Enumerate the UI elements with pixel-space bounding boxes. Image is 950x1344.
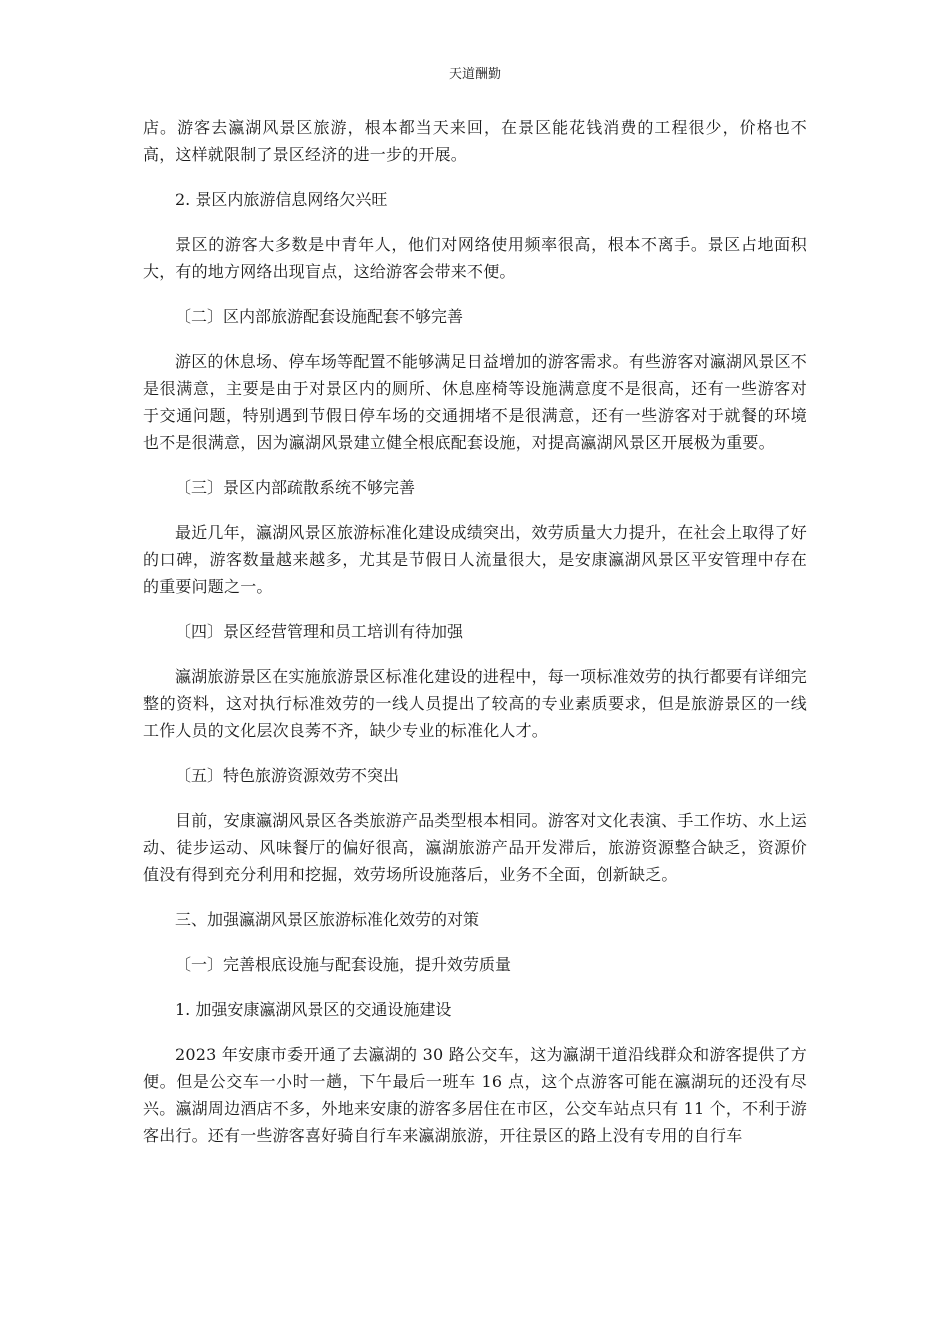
paragraph-continued: 店。游客去瀛湖风景区旅游，根本都当天来回，在景区能花钱消费的工程很少，价格也不高，这样就限制了景区经济的进一步的开展。	[143, 118, 807, 164]
paragraph: 景区的游客大多数是中青年人，他们对网络使用频率很高，根本不离手。景区占地面积大，有的地方网络出现盲点，这给游客会带来不便。	[143, 235, 807, 281]
section-heading: 〔四〕景区经营管理和员工培训有待加强	[175, 622, 464, 641]
paragraph: 2023 年安康市委开通了去瀛湖的 30 路公交车，这为瀛湖干道沿线群众和游客提供了方便。但是公交车一小时一趟，下午最后一班车 16 点，这个点游客可能在瀛湖玩的还没有尽兴。瀛湖周边酒店不多，外地来安康的游客多居住在市区，公交车站点只有 11 个，不利于游客出行。还有一些游客喜好骑自行车来瀛湖旅游，开往景区的路上没有专用的自行车	[143, 1045, 807, 1145]
page-header: 天道酬勤	[448, 67, 501, 82]
section-heading: 〔二〕区内部旅游配套设施配套不够完善	[175, 307, 464, 326]
section-heading: 1. 加强安康瀛湖风景区的交通设施建设	[175, 1000, 452, 1019]
section-heading: 〔三〕景区内部疏散系统不够完善	[175, 478, 416, 497]
section-heading: 2. 景区内旅游信息网络欠兴旺	[175, 190, 388, 209]
document-body	[143, 114, 807, 1167]
paragraph: 目前，安康瀛湖风景区各类旅游产品类型根本相同。游客对文化表演、手工作坊、水上运动、徒步运动、风味餐厅的偏好很高，瀛湖旅游产品开发滞后，旅游资源整合缺乏，资源价值没有得到充分利用和挖掘，效劳场所设施落后，业务不全面，创新缺乏。	[143, 811, 807, 884]
paragraph: 游区的休息场、停车场等配置不能够满足日益增加的游客需求。有些游客对瀛湖风景区不是很满意，主要是由于对景区内的厕所、休息座椅等设施满意度不是很高，还有一些游客对于交通问题，特别遇到节假日停车场的交通拥堵不是很满意，还有一些游客对于就餐的环境也不是很满意，因为瀛湖风景建立健全根底配套设施，对提高瀛湖风景区开展极为重要。	[143, 352, 807, 452]
section-heading: 〔一〕完善根底设施与配套设施，提升效劳质量	[175, 955, 512, 974]
section-heading: 〔五〕特色旅游资源效劳不突出	[175, 766, 400, 785]
paragraph: 最近几年，瀛湖风景区旅游标准化建设成绩突出，效劳质量大力提升，在社会上取得了好的口碑，游客数量越来越多，尤其是节假日人流量很大，是安康瀛湖风景区平安管理中存在的重要问题之一。	[143, 523, 807, 596]
section-heading: 三、加强瀛湖风景区旅游标准化效劳的对策	[175, 910, 480, 929]
paragraph: 瀛湖旅游景区在实施旅游景区标准化建设的进程中，每一项标准效劳的执行都要有详细完整的资料，这对执行标准效劳的一线人员提出了较高的专业素质要求，但是旅游景区的一线工作人员的文化层次良莠不齐，缺少专业的标准化人才。	[143, 667, 807, 740]
